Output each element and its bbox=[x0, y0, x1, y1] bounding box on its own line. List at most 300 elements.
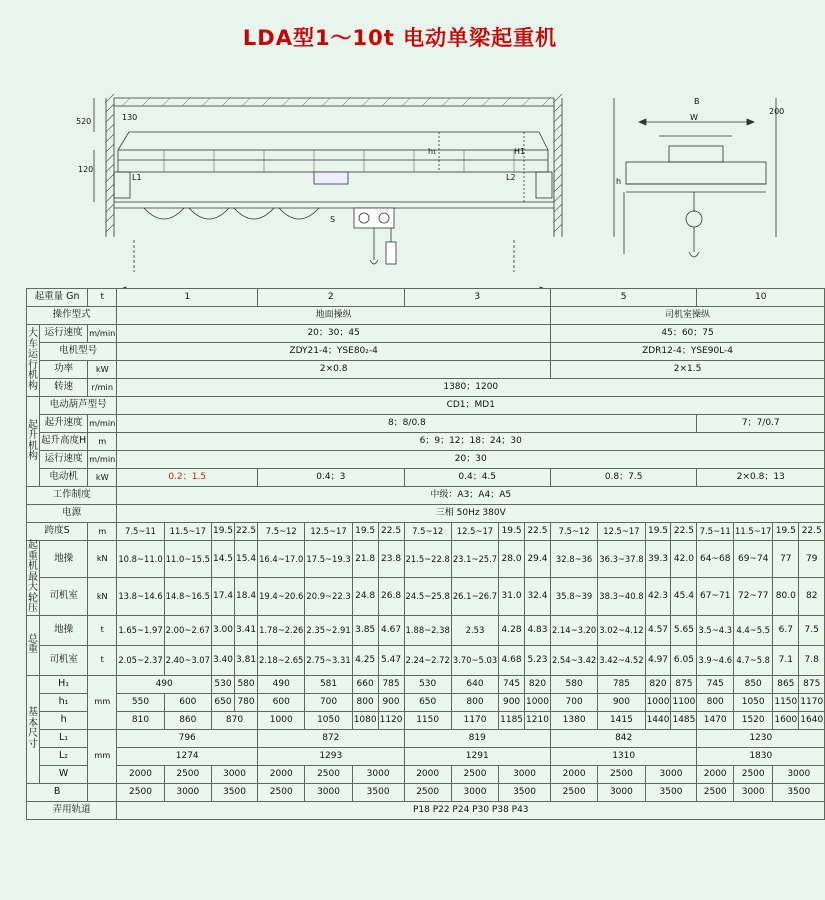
weight-ground-3-a: 1.88~2.38 bbox=[404, 615, 451, 645]
H1-v15: 745 bbox=[697, 675, 734, 693]
table-row bbox=[27, 325, 825, 343]
hoist-run-speed-label: 运行速度 bbox=[40, 451, 88, 469]
wheel-cab-10-a: 67~71 bbox=[697, 578, 734, 615]
hoist-motor-5: 0.8；7.5 bbox=[550, 469, 696, 487]
h1-v16: 800 bbox=[697, 693, 734, 711]
wheel-ground-3-d: 29.4 bbox=[525, 541, 551, 578]
h1-v0: 550 bbox=[117, 693, 164, 711]
weight-ground-10-c: 6.7 bbox=[773, 615, 799, 645]
lift-speed-10t: 7；7/0.7 bbox=[697, 415, 825, 433]
wheel-unit-cab: kN bbox=[88, 578, 117, 615]
capacity-5: 5 bbox=[550, 289, 696, 307]
dim-unit-2: mm bbox=[88, 729, 117, 783]
h-v15: 1470 bbox=[697, 711, 734, 729]
H1-label: H₁ bbox=[40, 675, 88, 693]
B-v6: 2500 bbox=[404, 783, 451, 801]
L2-v3: 1310 bbox=[550, 747, 696, 765]
spec-table bbox=[26, 288, 825, 820]
wheel-ground-5-a: 32.8~36 bbox=[550, 541, 597, 578]
B-v5: 3500 bbox=[352, 783, 404, 801]
table-row bbox=[27, 765, 825, 783]
dim-label-h: h bbox=[616, 177, 622, 186]
group-wheel-label: 起重机最大轮压 bbox=[28, 540, 38, 614]
B-v11: 3500 bbox=[645, 783, 697, 801]
h1-v15: 1100 bbox=[671, 693, 697, 711]
W-v5: 3000 bbox=[352, 765, 404, 783]
table-row bbox=[27, 523, 825, 541]
H1-v8: 640 bbox=[451, 675, 498, 693]
span-5-a: 7.5~12 bbox=[550, 523, 597, 541]
H1-v9: 745 bbox=[499, 675, 525, 693]
L2-v4: 1830 bbox=[697, 747, 825, 765]
table-row bbox=[27, 783, 825, 801]
weight-ground-1-a: 1.65~1.97 bbox=[117, 615, 164, 645]
h1-v5: 700 bbox=[305, 693, 352, 711]
table-row bbox=[27, 801, 825, 819]
B-v12: 2500 bbox=[697, 783, 734, 801]
L1-v3: 842 bbox=[550, 729, 696, 747]
weight-cab-5-a: 2.54~3.42 bbox=[550, 645, 597, 675]
technical-drawing bbox=[14, 62, 786, 262]
weight-unit-cab: t bbox=[88, 645, 117, 675]
weight-ground-2-b: 2.35~2.91 bbox=[305, 615, 352, 645]
L1-v0: 796 bbox=[117, 729, 258, 747]
h-v11: 1380 bbox=[550, 711, 597, 729]
table-row bbox=[27, 693, 825, 711]
span-2-d: 22.5 bbox=[378, 523, 404, 541]
wheel-ground-2-c: 21.8 bbox=[352, 541, 378, 578]
hoist-run-speed-value: 20；30 bbox=[117, 451, 825, 469]
table-row bbox=[27, 645, 825, 675]
L1-v4: 1230 bbox=[697, 729, 825, 747]
span-3-a: 7.5~12 bbox=[404, 523, 451, 541]
weight-ground-5-a: 2.14~3.20 bbox=[550, 615, 597, 645]
span-3-b: 12.5~17 bbox=[451, 523, 498, 541]
W-v6: 2000 bbox=[404, 765, 451, 783]
h-label: h bbox=[40, 711, 88, 729]
h-v8: 1170 bbox=[451, 711, 498, 729]
span-5-d: 22.5 bbox=[671, 523, 697, 541]
wheel-cab-10-b: 72~77 bbox=[734, 578, 773, 615]
h1-v7: 900 bbox=[378, 693, 404, 711]
hoist-run-speed-unit: m/min bbox=[88, 451, 117, 469]
B-v2: 3500 bbox=[211, 783, 257, 801]
h1-v17: 1050 bbox=[734, 693, 773, 711]
H1-v14: 875 bbox=[671, 675, 697, 693]
span-1-c: 19.5 bbox=[211, 523, 234, 541]
wheel-ground-5-c: 39.3 bbox=[645, 541, 671, 578]
dim-unit-3 bbox=[88, 783, 117, 801]
L1-label: L₁ bbox=[40, 729, 88, 747]
wheel-cab-3-b: 26.1~26.7 bbox=[451, 578, 498, 615]
wheel-cab-10-d: 82 bbox=[799, 578, 825, 615]
hoist-motor-label: 电动机 bbox=[40, 469, 88, 487]
wheel-cab-3-c: 31.0 bbox=[499, 578, 525, 615]
span-2-b: 12.5~17 bbox=[305, 523, 352, 541]
power-supply-label: 电源 bbox=[27, 505, 117, 523]
weight-unit-ground: t bbox=[88, 615, 117, 645]
wheel-ground-1-d: 15.4 bbox=[235, 541, 258, 578]
W-v3: 2000 bbox=[258, 765, 305, 783]
weight-ground-1-d: 3.41 bbox=[235, 615, 258, 645]
H1-v4: 581 bbox=[305, 675, 352, 693]
table-row bbox=[27, 307, 825, 325]
weight-ground-5-b: 3.02~4.12 bbox=[598, 615, 645, 645]
dim-unit: mm bbox=[88, 675, 117, 729]
lift-height-label: 起升高度H bbox=[40, 433, 88, 451]
weight-ground-3-c: 4.28 bbox=[499, 615, 525, 645]
W-v13: 2500 bbox=[734, 765, 773, 783]
span-10-b: 11.5~17 bbox=[734, 523, 773, 541]
table-row bbox=[27, 379, 825, 397]
capacity-unit: t bbox=[88, 289, 117, 307]
table-row bbox=[27, 541, 825, 578]
H1-v17: 865 bbox=[773, 675, 799, 693]
h1-v14: 1000 bbox=[645, 693, 671, 711]
weight-cab-1-d: 3.81 bbox=[235, 645, 258, 675]
lift-speed-unit: m/min bbox=[88, 415, 117, 433]
weight-ground-2-c: 3.85 bbox=[352, 615, 378, 645]
wheel-cab-5-a: 35.8~39 bbox=[550, 578, 597, 615]
motor-model-cab: ZDR12-4；YSE90L-4 bbox=[550, 343, 824, 361]
wheel-ground-10-a: 64~68 bbox=[697, 541, 734, 578]
h-v13: 1440 bbox=[645, 711, 671, 729]
group-travel-label: 大车运行机构 bbox=[27, 325, 40, 397]
weight-cab-3-c: 4.68 bbox=[499, 645, 525, 675]
wheel-cab-5-c: 42.3 bbox=[645, 578, 671, 615]
weight-ground-1-c: 3.00 bbox=[211, 615, 234, 645]
dim-label-L2: L2 bbox=[506, 173, 516, 182]
weight-ground-2-d: 4.67 bbox=[378, 615, 404, 645]
L2-v1: 1293 bbox=[258, 747, 404, 765]
h-v9: 1185 bbox=[499, 711, 525, 729]
weight-cab-10-c: 7.1 bbox=[773, 645, 799, 675]
W-v9: 2000 bbox=[550, 765, 597, 783]
h-v16: 1520 bbox=[734, 711, 773, 729]
travel-power-cab: 2×1.5 bbox=[550, 361, 824, 379]
table-row bbox=[27, 397, 825, 415]
weight-ground-3-b: 2.53 bbox=[451, 615, 498, 645]
h1-v10: 900 bbox=[499, 693, 525, 711]
wheel-ground-3-b: 23.1~25.7 bbox=[451, 541, 498, 578]
H1-v18: 875 bbox=[799, 675, 825, 693]
B-v9: 2500 bbox=[550, 783, 597, 801]
span-unit: m bbox=[88, 523, 117, 541]
wheel-ground-10-c: 77 bbox=[773, 541, 799, 578]
h-v10: 1210 bbox=[525, 711, 551, 729]
wheel-ground-1-c: 14.5 bbox=[211, 541, 234, 578]
h-v7: 1150 bbox=[404, 711, 451, 729]
page-title: LDA型1～10t 电动单梁起重机 bbox=[242, 26, 558, 50]
span-2-c: 19.5 bbox=[352, 523, 378, 541]
span-5-b: 12.5~17 bbox=[598, 523, 645, 541]
L2-v0: 1274 bbox=[117, 747, 258, 765]
travel-rpm-label: 转速 bbox=[40, 379, 88, 397]
hoist-motor-3: 0.4；4.5 bbox=[404, 469, 550, 487]
control-type-cab: 司机室操纵 bbox=[550, 307, 824, 325]
table-row bbox=[27, 711, 825, 729]
wheel-cab-3-a: 24.5~25.8 bbox=[404, 578, 451, 615]
B-label: B bbox=[27, 783, 88, 801]
lift-speed-label: 起升速度 bbox=[40, 415, 88, 433]
wheel-ground-2-a: 16.4~17.0 bbox=[258, 541, 305, 578]
weight-cab-5-c: 4.97 bbox=[645, 645, 671, 675]
weight-ground-3-d: 4.83 bbox=[525, 615, 551, 645]
wheel-cab-2-b: 20.9~22.3 bbox=[305, 578, 352, 615]
L2-v2: 1291 bbox=[404, 747, 550, 765]
h1-label: h₁ bbox=[40, 693, 88, 711]
dim-label-S: S bbox=[330, 215, 336, 224]
wheel-ground-1-b: 11.0~15.5 bbox=[164, 541, 211, 578]
table-row bbox=[27, 487, 825, 505]
h1-v2: 650 bbox=[211, 693, 234, 711]
weight-ground-1-b: 2.00~2.67 bbox=[164, 615, 211, 645]
h-v3: 1000 bbox=[258, 711, 305, 729]
table-row bbox=[27, 415, 825, 433]
h1-v6: 800 bbox=[352, 693, 378, 711]
table-row bbox=[27, 729, 825, 747]
dim-label-W: W bbox=[690, 113, 698, 122]
table-row bbox=[27, 469, 825, 487]
wheel-cab-5-d: 45.4 bbox=[671, 578, 697, 615]
lift-height-unit: m bbox=[88, 433, 117, 451]
weight-ground-2-a: 1.78~2.26 bbox=[258, 615, 305, 645]
dim-label-h1: h₁ bbox=[428, 147, 437, 156]
weight-ground-5-d: 5.65 bbox=[671, 615, 697, 645]
h-v5: 1080 bbox=[352, 711, 378, 729]
span-1-b: 11.5~17 bbox=[164, 523, 211, 541]
h1-v3: 780 bbox=[235, 693, 258, 711]
weight-cab-5-b: 3.42~4.52 bbox=[598, 645, 645, 675]
H1-v2: 580 bbox=[235, 675, 258, 693]
h-v1: 860 bbox=[164, 711, 211, 729]
B-v1: 3000 bbox=[164, 783, 211, 801]
H1-v16: 850 bbox=[734, 675, 773, 693]
span-10-d: 22.5 bbox=[799, 523, 825, 541]
lift-height-value: 6；9；12；18；24；30 bbox=[117, 433, 825, 451]
H1-v12: 785 bbox=[598, 675, 645, 693]
capacity-label: 起重量 Gn bbox=[27, 289, 88, 307]
h1-v19: 1170 bbox=[799, 693, 825, 711]
B-v4: 3000 bbox=[305, 783, 352, 801]
capacity-10: 10 bbox=[697, 289, 825, 307]
h1-v1: 600 bbox=[164, 693, 211, 711]
wheel-cab-1-a: 13.8~14.6 bbox=[117, 578, 164, 615]
wheel-unit-ground: kN bbox=[88, 541, 117, 578]
wheel-cab-5-b: 38.3~40.8 bbox=[598, 578, 645, 615]
dim-label-H1: H1 bbox=[514, 147, 526, 156]
wheel-cab-10-c: 80.0 bbox=[773, 578, 799, 615]
span-2-a: 7.5~12 bbox=[258, 523, 305, 541]
span-5-c: 19.5 bbox=[645, 523, 671, 541]
lift-speed-main: 8；8/0.8 bbox=[117, 415, 697, 433]
dim-label-L1: L1 bbox=[132, 173, 142, 182]
duty-value: 中级：A3；A4；A5 bbox=[117, 487, 825, 505]
wheel-cab-1-d: 18.4 bbox=[235, 578, 258, 615]
travel-power-ground: 2×0.8 bbox=[117, 361, 551, 379]
weight-cab-3-a: 2.24~2.72 bbox=[404, 645, 451, 675]
W-v12: 2000 bbox=[697, 765, 734, 783]
W-label: W bbox=[40, 765, 88, 783]
L1-v1: 872 bbox=[258, 729, 404, 747]
wheel-ground-5-d: 42.0 bbox=[671, 541, 697, 578]
table-row bbox=[27, 289, 825, 307]
hoist-motor-2: 0.4；3 bbox=[258, 469, 404, 487]
weight-cab-2-d: 5.47 bbox=[378, 645, 404, 675]
weight-cab-1-c: 3.40 bbox=[211, 645, 234, 675]
W-v8: 3000 bbox=[499, 765, 551, 783]
wheel-ground-3-c: 28.0 bbox=[499, 541, 525, 578]
duty-label: 工作制度 bbox=[27, 487, 117, 505]
table-row bbox=[27, 343, 825, 361]
drawing-svg bbox=[14, 62, 786, 267]
table-row bbox=[27, 451, 825, 469]
B-v14: 3500 bbox=[773, 783, 825, 801]
span-10-a: 7.5~11 bbox=[697, 523, 734, 541]
travel-speed-cab: 45；60；75 bbox=[550, 325, 824, 343]
H1-v3: 490 bbox=[258, 675, 305, 693]
H1-v11: 580 bbox=[550, 675, 597, 693]
wheel-ground-1-a: 10.8~11.0 bbox=[117, 541, 164, 578]
wheel-ground-10-d: 79 bbox=[799, 541, 825, 578]
hoist-model-value: CD1；MD1 bbox=[117, 397, 825, 415]
spec-table-wrap bbox=[26, 288, 824, 820]
span-3-c: 19.5 bbox=[499, 523, 525, 541]
control-type-ground: 地面操纵 bbox=[117, 307, 551, 325]
wheel-ground-label: 地操 bbox=[40, 541, 88, 578]
wheel-ground-2-d: 23.8 bbox=[378, 541, 404, 578]
h-v4: 1050 bbox=[305, 711, 352, 729]
travel-power-label: 功率 bbox=[40, 361, 88, 379]
table-row bbox=[27, 615, 825, 645]
B-v8: 3500 bbox=[499, 783, 551, 801]
dim-label-120: 120 bbox=[78, 165, 94, 174]
W-v14: 3000 bbox=[773, 765, 825, 783]
B-v0: 2500 bbox=[117, 783, 164, 801]
weight-ground-10-d: 7.5 bbox=[799, 615, 825, 645]
H1-v0: 490 bbox=[117, 675, 212, 693]
W-v2: 3000 bbox=[211, 765, 257, 783]
H1-v10: 820 bbox=[525, 675, 551, 693]
W-v4: 2500 bbox=[305, 765, 352, 783]
wheel-ground-3-a: 21.5~22.8 bbox=[404, 541, 451, 578]
weight-cab-2-a: 2.18~2.65 bbox=[258, 645, 305, 675]
weight-cab-label: 司机室 bbox=[40, 645, 88, 675]
weight-cab-2-b: 2.75~3.31 bbox=[305, 645, 352, 675]
h1-v9: 800 bbox=[451, 693, 498, 711]
h1-v12: 700 bbox=[550, 693, 597, 711]
motor-model-label: 电机型号 bbox=[40, 343, 117, 361]
wheel-ground-5-b: 36.3~37.8 bbox=[598, 541, 645, 578]
H1-v1: 530 bbox=[211, 675, 234, 693]
wheel-cab-2-c: 24.8 bbox=[352, 578, 378, 615]
motor-model-ground: ZDY21-4；YSE80₂-4 bbox=[117, 343, 551, 361]
span-1-d: 22.5 bbox=[235, 523, 258, 541]
dim-label-B: B bbox=[694, 97, 700, 106]
B-v10: 3000 bbox=[598, 783, 645, 801]
weight-ground-10-b: 4.4~5.5 bbox=[734, 615, 773, 645]
weight-cab-10-d: 7.8 bbox=[799, 645, 825, 675]
h-v0: 810 bbox=[117, 711, 164, 729]
table-row bbox=[27, 505, 825, 523]
weight-ground-label: 地操 bbox=[40, 615, 88, 645]
weight-cab-10-a: 3.9~4.6 bbox=[697, 645, 734, 675]
wheel-cab-1-b: 14.8~16.5 bbox=[164, 578, 211, 615]
weight-cab-1-a: 2.05~2.37 bbox=[117, 645, 164, 675]
travel-speed-ground: 20；30；45 bbox=[117, 325, 551, 343]
B-v7: 3000 bbox=[451, 783, 498, 801]
weight-cab-1-b: 2.40~3.07 bbox=[164, 645, 211, 675]
weight-cab-2-c: 4.25 bbox=[352, 645, 378, 675]
control-type-label: 操作型式 bbox=[27, 307, 117, 325]
capacity-3: 3 bbox=[404, 289, 550, 307]
wheel-cab-3-d: 32.4 bbox=[525, 578, 551, 615]
table-row bbox=[27, 578, 825, 615]
hoist-model-label: 电动葫芦型号 bbox=[40, 397, 117, 415]
W-v0: 2000 bbox=[117, 765, 164, 783]
H1-v5: 660 bbox=[352, 675, 378, 693]
span-10-c: 19.5 bbox=[773, 523, 799, 541]
W-v11: 3000 bbox=[645, 765, 697, 783]
h-v12: 1415 bbox=[598, 711, 645, 729]
H1-v13: 820 bbox=[645, 675, 671, 693]
power-supply-value: 三相 50Hz 380V bbox=[117, 505, 825, 523]
W-v7: 2500 bbox=[451, 765, 498, 783]
h-v6: 1120 bbox=[378, 711, 404, 729]
capacity-1: 1 bbox=[117, 289, 258, 307]
H1-v6: 785 bbox=[378, 675, 404, 693]
h-v17: 1600 bbox=[773, 711, 799, 729]
L2-label: L₂ bbox=[40, 747, 88, 765]
wheel-cab-1-c: 17.4 bbox=[211, 578, 234, 615]
h-v2: 870 bbox=[211, 711, 257, 729]
H1-v7: 530 bbox=[404, 675, 451, 693]
h-v18: 1640 bbox=[799, 711, 825, 729]
dim-label-130: 130 bbox=[122, 113, 138, 122]
travel-speed-unit: m/min bbox=[88, 325, 117, 343]
travel-speed-label: 运行速度 bbox=[40, 325, 88, 343]
h1-v4: 600 bbox=[258, 693, 305, 711]
h1-v18: 1150 bbox=[773, 693, 799, 711]
rail-label: 弄用轨道 bbox=[27, 801, 117, 819]
table-row bbox=[27, 747, 825, 765]
h1-v8: 650 bbox=[404, 693, 451, 711]
table-row bbox=[27, 433, 825, 451]
weight-ground-5-c: 4.57 bbox=[645, 615, 671, 645]
span-3-d: 22.5 bbox=[525, 523, 551, 541]
wheel-cab-label: 司机室 bbox=[40, 578, 88, 615]
span-1-a: 7.5~11 bbox=[117, 523, 164, 541]
weight-cab-5-d: 6.05 bbox=[671, 645, 697, 675]
hoist-motor-1: 0.2；1.5 bbox=[117, 469, 258, 487]
table-row bbox=[27, 361, 825, 379]
wheel-ground-2-b: 17.5~19.3 bbox=[305, 541, 352, 578]
travel-rpm-value: 1380；1200 bbox=[117, 379, 825, 397]
group-dim-label: 基本尺寸 bbox=[27, 675, 40, 783]
wheel-ground-10-b: 69~74 bbox=[734, 541, 773, 578]
wheel-cab-2-a: 19.4~20.6 bbox=[258, 578, 305, 615]
weight-cab-10-b: 4.7~5.8 bbox=[734, 645, 773, 675]
travel-power-unit: kW bbox=[88, 361, 117, 379]
dim-label-200: 200 bbox=[769, 107, 785, 116]
B-v3: 2500 bbox=[258, 783, 305, 801]
B-v13: 3000 bbox=[734, 783, 773, 801]
hoist-motor-unit: kW bbox=[88, 469, 117, 487]
weight-ground-10-a: 3.5~4.3 bbox=[697, 615, 734, 645]
h1-v13: 900 bbox=[598, 693, 645, 711]
weight-cab-3-b: 3.70~5.03 bbox=[451, 645, 498, 675]
span-label: 跨度S bbox=[27, 523, 88, 541]
